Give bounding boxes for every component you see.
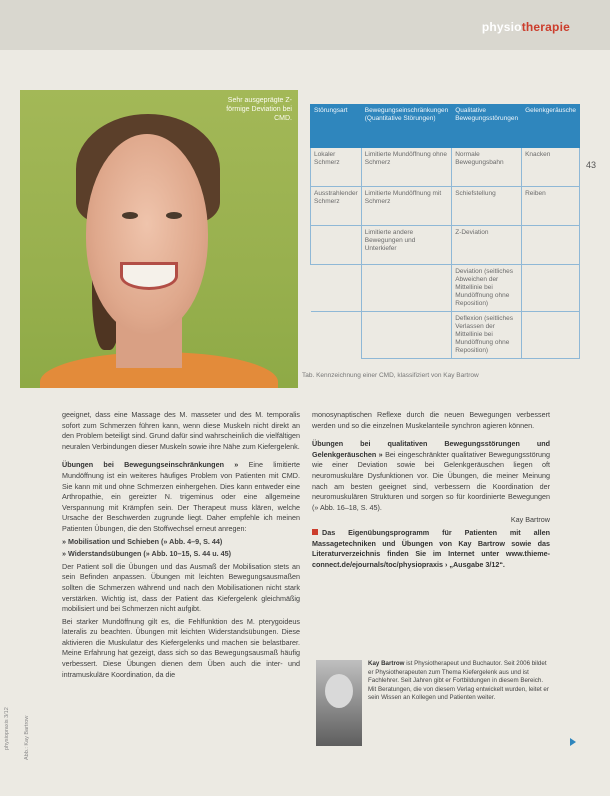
side-credit: Abb.: Kay Bartrow [24,715,30,760]
online-hint [312,528,550,570]
table-row [311,265,580,312]
exercise-reference: » Widerstandsübungen (» Abb. 10–15, S. 44 u. 45) [62,549,232,559]
brand-logo [482,20,570,34]
table-row [311,226,580,265]
page-number: 43 [585,160,596,170]
table-cell [311,226,362,265]
left-text-column [62,410,300,682]
table-header: Gelenkgeräusche [522,105,580,148]
table-cell: Normale Bewegungsbahn [452,148,522,187]
brand-part-2: therapie [521,20,570,34]
table-cell [311,312,362,359]
table-header: Störungsart [311,105,362,148]
photo-eye-right [166,212,182,219]
patient-photo [20,90,298,388]
paragraph: Der Patient soll die Übungen und das Ausmaß der Mobilisation stets an sein Befinden anpassen. Übungen mit leichten Bewegungsausmaßen sollten die Schmerzen während und nach den Mobilisationen nicht stark verstärken. Wichtig ist, dass der Patient das Kiefergelenk gleichmäßig mobilisiert und bei Schmerzen nicht aufgibt. [62,561,300,614]
paragraph: Bei starker Mundöffnung gilt es, die Fehlfunktion des M. pterygoideus lateralis zu beachten. Übungen mit leichten Widerstandsübungen. Diese aktivieren die Muskulatur des Kiefergelenks und machen sie belastbarer. Meine Erfahrung hat gezeigt, dass sich so das Bewegungsausmaß häufig verbessert. Diese Übungen dienen dem Üben auch die inter- und intramuskuläre Koordination, da die [62,616,300,679]
photo-face [86,134,208,334]
table-header-row [311,105,580,148]
author-box [316,660,550,748]
table-cell: Deflexion (seitliches Verlassen der Mittellinie bei Mundöffnung ohne Reposition) [452,312,522,359]
next-page-arrow-icon [570,738,576,746]
table-header: Qualitative Bewegungsstörungen [452,105,522,148]
square-bullet-icon [312,529,318,535]
table-cell: Deviation (seitliches Abweichen der Mittellinie bei Mundöffnung ohne Reposition) [452,265,522,312]
author-bio: ist Physiotherapeut und Buchautor. Seit 2006 bildet er Physiotherapeuten zum Thema Kiefergelenk aus und ist Fachlehrer. Seit Jahren gibt er Fortbildungen in diesem Bereich. Mit Beratungen, die von diesem Verlag entwickelt wurden, leitet er sein Wissen an Kollegen und Patienten weiter. [368,660,549,702]
section-heading: Übungen bei Bewegungseinschränkungen » [62,460,239,470]
photo-caption: Sehr ausgeprägte Z-förmige Deviation bei CMD. [226,97,292,122]
author-photo [316,660,362,746]
table-cell: Lokaler Schmerz [311,148,362,187]
table-cell: Z-Deviation [452,226,522,265]
table-cell: Limitierte andere Bewegungen und Unterkiefer [361,226,451,265]
author-name: Kay Bartrow [368,660,405,667]
table-cell [311,265,362,312]
table-row [311,187,580,226]
table-cell: Limitierte Mundöffnung mit Schmerz [361,187,451,226]
paragraph: geeignet, dass eine Massage des M. masseter und des M. temporalis sofort zum Schmerzen führen kann, wenn diese Muskeln nicht direkt an den Problem beteiligt sind. Grund dafür sind wahrscheinlich die vielfältigen neuralen Verbindungen dieser Muskeln sowie ihre Nähe zum Kiefergelenk. [62,410,300,451]
author-bio-text [368,660,550,703]
table-cell [361,265,451,312]
table-cell: Ausstrahlender Schmerz [311,187,362,226]
table-row [311,312,580,359]
author-signature: Kay Bartrow [510,515,550,525]
table-cell [361,312,451,359]
table-row [311,148,580,187]
online-hint-text: Das Eigenübungsprogramm für Patienten mit allen Massagetechniken und Übungen von Kay Bartrow sowie das Literaturverzeichnis finden Sie im Internet unter www.thieme-connect.de/ejournals/toc/physiopraxis › „Ausgabe 3/12“. [312,527,550,569]
table-cell [522,265,580,312]
table-header: Bewegungseinschränkungen (Quantitative Störungen) [361,105,451,148]
table-cell [522,312,580,359]
section-heading: Übungen bei qualitativen Bewegungsstörungen und Gelenkgeräuschen » [312,439,550,459]
side-imprint: physiopraxis 3/12 [4,707,10,750]
paragraph: Eine limitierte Mundöffnung ist ein weiteres häufiges Problem von Patienten mit CMD. Sie kann mit und ohne Schmerzen einhergehen. Dies kann entweder eine Arthropathie, ein gereizter N. trigeminus oder eine allgemeine Verspannung mit Krämpfen sein. Der Therapeut muss klären, welche Ursache der Beschwerden zugrunde liegt. Daher empfehle ich meinen Patienten Übungen, die den Stoffwechsel erneut anregen: [62,460,301,533]
classification-table [310,104,580,359]
table-cell: Schiefstellung [452,187,522,226]
photo-eye-left [122,212,138,219]
exercise-reference: » Mobilisation und Schieben (» Abb. 4–9, S. 44) [62,536,223,546]
paragraph: monosynaptischen Reflexe durch die neuen Bewegungen verbessert werden und so die einzelnen Muskelanteile synchron agieren können. [312,410,550,430]
paragraph: Bei eingeschränkter qualitativer Bewegungsstörung wie einer Deviation sowie bei Gelenkgeräuschen liegen oft neuromuskuläre Dysfunktionen vor. Die Übungen, die meiner Meinung nach am besten geeignet sind, verbessern die Koordination der neuromuskulären Strukturen und sorgen so für koordinierte Bewegungen (» Abb. 16–18, S. 45). [312,449,550,512]
table-cell: Limitierte Mundöffnung ohne Schmerz [361,148,451,187]
table-cell: Knacken [522,148,580,187]
table-caption: Tab. Kennzeichnung einer CMD, klassifiziert von Kay Bartrow [302,372,479,379]
author-head [325,674,353,708]
brand-part-1: physio [481,20,522,34]
table-cell: Reiben [522,187,580,226]
table-cell [522,226,580,265]
photo-mouth [120,262,178,290]
right-text-column [312,410,550,572]
